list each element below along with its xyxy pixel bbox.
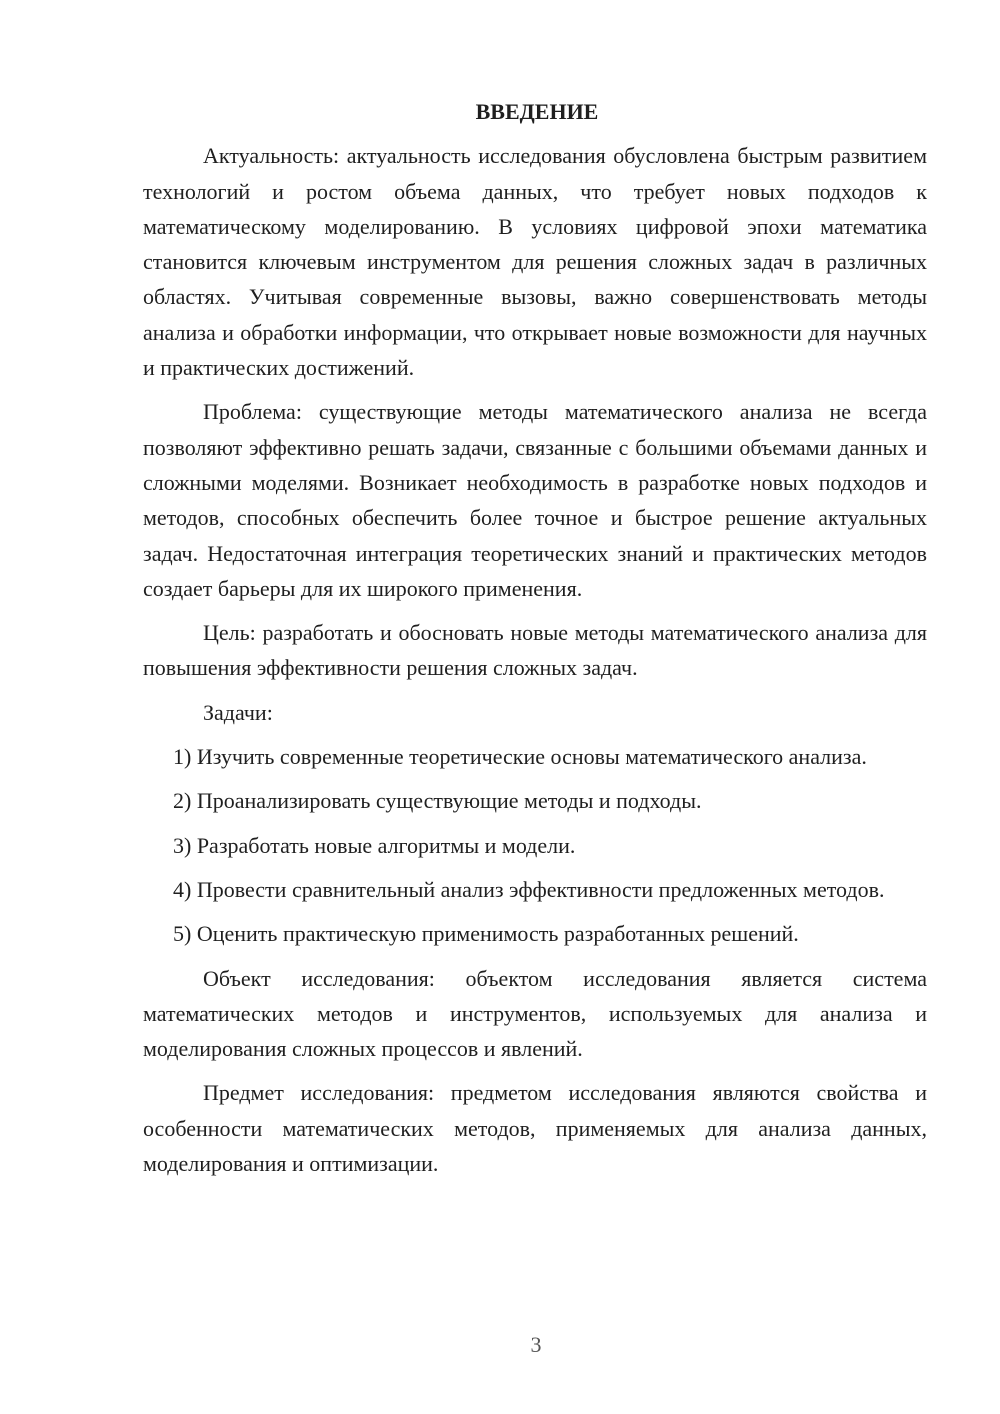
relevance-paragraph: Актуальность: актуальность исследования обусловлена быстрым развитием технологий и ростом объема данных, что требует новых подходов к математическому моделированию. В условиях цифровой эпохи математика становится ключевым инструментом для решения сложных задач в различных областях. Учитывая современные вызовы, важно совершенствовать методы анализа и обработки информации, что открывает новые возможности для научных и практических достижений. — [143, 143, 927, 381]
tasks-list — [143, 739, 927, 951]
tasks-label: Задачи: — [203, 699, 273, 725]
section-heading: ВВЕДЕНИЕ — [475, 99, 599, 124]
document-page — [143, 94, 927, 1190]
task-item: 4) Провести сравнительный анализ эффективности предложенных методов. — [173, 876, 885, 902]
task-item: 2) Проанализировать существующие методы и подходы. — [173, 788, 702, 814]
task-item: 1) Изучить современные теоретические основы математического анализа. — [173, 744, 867, 770]
object-paragraph: Объект исследования: объектом исследования является система математических методов и инструментов, используемых для анализа и моделирования сложных процессов и явлений. — [143, 965, 927, 1062]
goal-paragraph: Цель: разработать и обосновать новые методы математического анализа для повышения эффективности решения сложных задач. — [143, 620, 927, 681]
problem-paragraph: Проблема: существующие методы математического анализа не всегда позволяют эффективно решать задачи, связанные с большими объемами данных и сложными моделями. Возникает необходимость в разработке новых подходов и методов, способных обеспечить более точное и быстрое решение актуальных задач. Недостаточная интеграция теоретических знаний и практических методов создает барьеры для их широкого применения. — [143, 399, 927, 601]
page-number: 3 — [530, 1332, 542, 1357]
task-item: 3) Разработать новые алгоритмы и модели. — [173, 832, 576, 858]
subject-paragraph: Предмет исследования: предметом исследования являются свойства и особенности математических методов, применяемых для анализа данных, моделирования и оптимизации. — [143, 1080, 927, 1177]
task-item: 5) Оценить практическую применимость разработанных решений. — [173, 921, 799, 947]
